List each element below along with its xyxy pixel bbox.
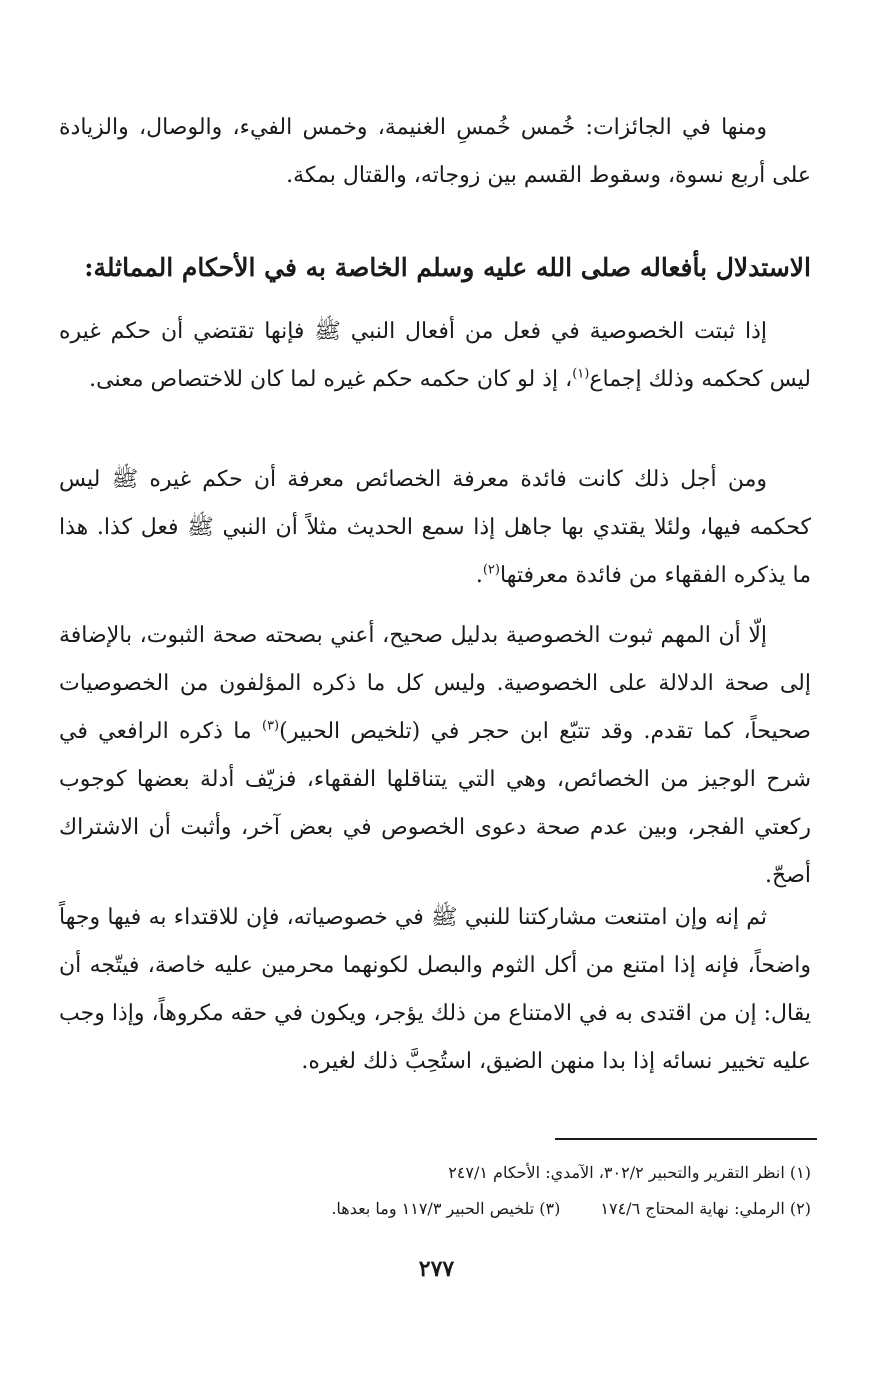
body-paragraph-1 bbox=[59, 308, 811, 404]
paragraph-text: ما ذكره الرافعي في شرح الوجيز من الخصائص، وهي التي يتناقلها الفقهاء، فزيّف أدلة بعضها كوجوب ركعتي الفجر، وبين عدم صحة دعوى الخصوص في بعض آخر، وأثبت أن الاشتراك أصحّ. bbox=[59, 719, 811, 888]
footnote-reference[interactable]: (٢) bbox=[482, 562, 500, 578]
section-heading: الاستدلال بأفعاله صلى الله عليه وسلم الخاصة به في الأحكام المماثلة: bbox=[84, 253, 811, 282]
footnotes-section bbox=[59, 1155, 811, 1227]
footnote-reference[interactable]: (٣) bbox=[261, 718, 280, 734]
paragraph-text: ثم إنه وإن امتنعت مشاركتنا للنبي ﷺ في خصوصياته، فإن للاقتداء به فيها وجهاً واضحاً، فإنه إذا امتنع من أكل الثوم والبصل لكونهما محرمين عليه خاصة، فيتّجه أن يقال: إن من اقتدى به في الامتناع من ذلك يؤجر، ويكون في حقه مكروهاً، وإذا وجب عليه تخيير نسائه إذا بدا منهن الضيق، استُحِبَّ ذلك لغيره. bbox=[59, 905, 811, 1074]
paragraph-text: إذا ثبتت الخصوصية في فعل من أفعال النبي ﷺ فإنها تقتضي أن حكم غيره ليس كحكمه وذلك إجماع bbox=[59, 319, 811, 392]
body-paragraph-2 bbox=[59, 456, 811, 600]
body-paragraph-3 bbox=[59, 612, 811, 900]
footnote-1: (١) انظر التقرير والتحبير ٣٠٢/٢، الآمدي: الأحكام ٢٤٧/١ bbox=[448, 1163, 811, 1182]
footnote-3: (٣) تلخيص الحبير ١١٧/٣ وما بعدها. bbox=[331, 1199, 561, 1218]
paragraph-text: . bbox=[475, 563, 483, 588]
footnote-divider bbox=[555, 1138, 817, 1140]
footnote-2: (٢) الرملي: نهاية المحتاج ١٧٤/٦ bbox=[600, 1199, 811, 1218]
footnote-row-2 bbox=[59, 1191, 811, 1227]
paragraph-text: ، إذ لو كان حكمه حكم غيره لما كان للاختصاص معنى. bbox=[89, 367, 573, 392]
footnote-reference[interactable]: (١) bbox=[572, 366, 590, 382]
paragraph-text: ومن أجل ذلك كانت فائدة معرفة الخصائص معرفة أن حكم غيره ﷺ ليس كحكمه فيها، ولئلا يقتدي بها جاهل إذا سمع الحديث مثلاً أن النبي ﷺ فعل كذا. هذا ما يذكره الفقهاء من فائدة معرفتها bbox=[59, 467, 811, 588]
paragraph-text: إلّا أن المهم ثبوت الخصوصية بدليل صحيح، أعني بصحته صحة الثبوت، بالإضافة إلى صحة الدلالة على الخصوصية. وليس كل ما ذكره المؤلفون من الخصوصيات صحيحاً، كما تقدم. وقد تتبّع ابن حجر في (تلخيص الحبير) bbox=[59, 623, 811, 744]
intro-paragraph bbox=[59, 104, 811, 200]
body-paragraph-4 bbox=[59, 894, 811, 1086]
page-number: ٢٧٧ bbox=[418, 1256, 455, 1282]
intro-paragraph-text: ومنها في الجائزات: خُمس خُمسِ الغنيمة، وخمس الفيء، والوصال، والزيادة على أربع نسوة، وسقوط القسم بين زوجاته، والقتال بمكة. bbox=[59, 115, 811, 188]
